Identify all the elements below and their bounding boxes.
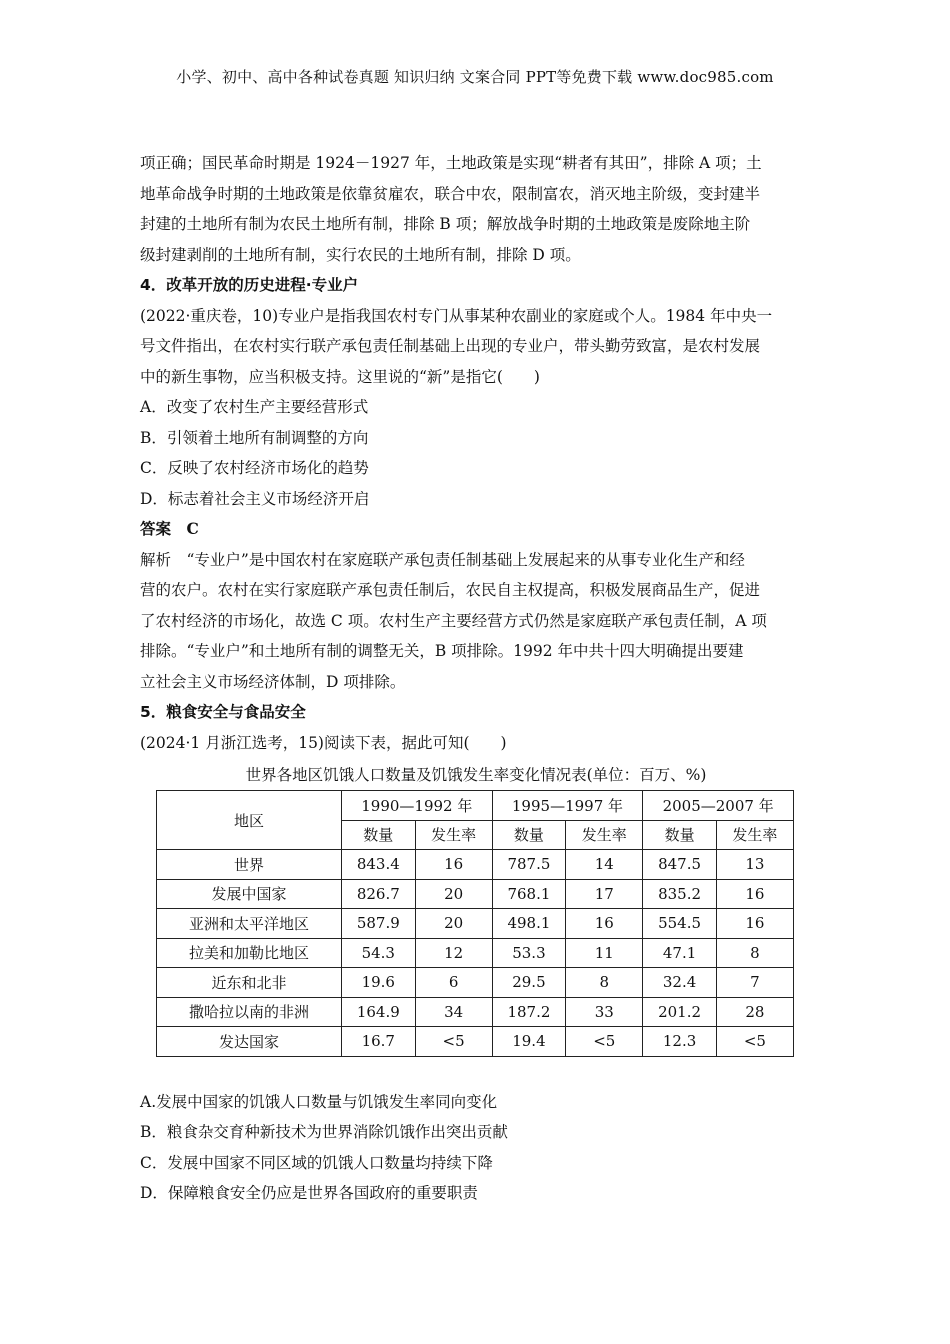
table-cell: 201.2 bbox=[643, 997, 717, 1027]
analysis-line: 排除。“专业户”和土地所有制的调整无关，B 项排除。1992 年中共十四大明确提出要建 bbox=[140, 642, 744, 660]
table-header-cell: 发生率 bbox=[566, 820, 643, 850]
table-cell: 826.7 bbox=[342, 879, 416, 909]
question-4 bbox=[140, 270, 812, 697]
table-header-cell: 数量 bbox=[492, 820, 566, 850]
table-cell: 20 bbox=[415, 909, 492, 939]
table-cell: 787.5 bbox=[492, 850, 566, 880]
table-cell: 19.6 bbox=[342, 968, 416, 998]
table-header-cell: 数量 bbox=[342, 820, 416, 850]
table-cell: 亚洲和太平洋地区 bbox=[157, 909, 342, 939]
table-header-cell: 地区 bbox=[157, 791, 342, 850]
analysis-line: 地革命战争时期的土地政策是依靠贫雇农，联合中农，限制富农，消灭地主阶级，变封建半 bbox=[140, 184, 761, 203]
question-5 bbox=[140, 697, 812, 1209]
table-cell: 世界 bbox=[157, 850, 342, 880]
table-cell: 843.4 bbox=[342, 850, 416, 880]
table-row bbox=[157, 1027, 794, 1057]
question-stem-line: (2022·重庆卷，10)专业户是指我国农村专门从事某种农副业的家庭或个人。1984 年中央一 bbox=[140, 306, 773, 325]
table-cell: 16.7 bbox=[342, 1027, 416, 1057]
question-title: 4．改革开放的历史进程·专业户 bbox=[140, 276, 359, 294]
table-cell: <5 bbox=[415, 1027, 492, 1057]
table-header-cell: 2005—2007 年 bbox=[643, 791, 794, 821]
table-row bbox=[157, 968, 794, 998]
table-cell: 12 bbox=[415, 938, 492, 968]
table-header-cell: 1995—1997 年 bbox=[492, 791, 643, 821]
table-cell: 187.2 bbox=[492, 997, 566, 1027]
table-cell: 17 bbox=[566, 879, 643, 909]
table-cell: 16 bbox=[415, 850, 492, 880]
document-body bbox=[140, 148, 812, 1209]
table-cell: 16 bbox=[566, 909, 643, 939]
option-a: A．改变了农村生产主要经营形式 bbox=[140, 398, 369, 416]
analysis-line: 营的农户。农村在实行家庭联产承包责任制后，农民自主权提高，积极发展商品生产，促进 bbox=[140, 581, 761, 599]
table-row bbox=[157, 909, 794, 939]
table-cell: 554.5 bbox=[643, 909, 717, 939]
table-cell: 撒哈拉以南的非洲 bbox=[157, 997, 342, 1027]
question-title: 5．粮食安全与食品安全 bbox=[140, 703, 306, 721]
table-cell: 53.3 bbox=[492, 938, 566, 968]
table-header-cell: 1990—1992 年 bbox=[342, 791, 493, 821]
table-cell: 13 bbox=[716, 850, 793, 880]
table-cell: 164.9 bbox=[342, 997, 416, 1027]
table-cell: 768.1 bbox=[492, 879, 566, 909]
table-cell: 14 bbox=[566, 850, 643, 880]
table-cell: 47.1 bbox=[643, 938, 717, 968]
table-cell: 7 bbox=[716, 968, 793, 998]
question-5-options bbox=[140, 1087, 812, 1209]
previous-analysis bbox=[140, 148, 812, 270]
option-c: C．反映了农村经济市场化的趋势 bbox=[140, 459, 369, 477]
table-cell: 12.3 bbox=[643, 1027, 717, 1057]
table-header-row bbox=[157, 791, 794, 821]
table-cell: 28 bbox=[716, 997, 793, 1027]
option-d: D．标志着社会主义市场经济开启 bbox=[140, 489, 370, 508]
table-row bbox=[157, 997, 794, 1027]
hunger-table bbox=[156, 790, 794, 1057]
analysis-line: 了农村经济的市场化，故选 C 项。农村生产主要经营方式仍然是家庭联产承包责任制，A 项 bbox=[140, 611, 767, 630]
table-row bbox=[157, 850, 794, 880]
option-d: D．保障粮食安全仍应是世界各国政府的重要职责 bbox=[140, 1184, 478, 1202]
page-header: 小学、初中、高中各种试卷真题 知识归纳 文案合同 PPT等免费下载 www.doc985.com bbox=[176, 68, 774, 86]
table-cell: 拉美和加勒比地区 bbox=[157, 938, 342, 968]
table-cell: 6 bbox=[415, 968, 492, 998]
option-b: B．粮食杂交育种新技术为世界消除饥饿作出突出贡献 bbox=[140, 1123, 508, 1141]
table-cell: 发达国家 bbox=[157, 1027, 342, 1057]
table-cell: 847.5 bbox=[643, 850, 717, 880]
option-a: A.发展中国家的饥饿人口数量与饥饿发生率同向变化 bbox=[140, 1092, 498, 1111]
table-cell: 54.3 bbox=[342, 938, 416, 968]
table-caption: 世界各地区饥饿人口数量及饥饿发生率变化情况表(单位：百万、%) bbox=[245, 766, 707, 784]
table-cell: 11 bbox=[566, 938, 643, 968]
question-stem: (2024·1 月浙江选考，15)阅读下表，据此可知( ) bbox=[140, 733, 507, 752]
analysis-line: 项正确；国民革命时期是 1924－1927 年，土地政策是实现“耕者有其田”，排除 A 项；土 bbox=[140, 154, 762, 172]
analysis-line: 立社会主义市场经济体制，D 项排除。 bbox=[140, 672, 406, 691]
table-cell: 835.2 bbox=[643, 879, 717, 909]
table-cell: 16 bbox=[716, 879, 793, 909]
table-cell: 8 bbox=[716, 938, 793, 968]
analysis-line: 级封建剥削的土地所有制，实行农民的土地所有制，排除 D 项。 bbox=[140, 245, 581, 264]
option-b: B．引领着土地所有制调整的方向 bbox=[140, 428, 369, 447]
analysis-line: 解析 “专业户”是中国农村在家庭联产承包责任制基础上发展起来的从事专业化生产和经 bbox=[140, 550, 745, 569]
table-cell: 33 bbox=[566, 997, 643, 1027]
answer: 答案 C bbox=[140, 519, 199, 538]
question-stem-line: 号文件指出，在农村实行联产承包责任制基础上出现的专业户，带头勤劳致富，是农村发展 bbox=[140, 337, 761, 355]
table-row bbox=[157, 938, 794, 968]
table-cell: 20 bbox=[415, 879, 492, 909]
table-cell: 587.9 bbox=[342, 909, 416, 939]
table-cell: 498.1 bbox=[492, 909, 566, 939]
table-cell: <5 bbox=[716, 1027, 793, 1057]
table-cell: 32.4 bbox=[643, 968, 717, 998]
table-cell: <5 bbox=[566, 1027, 643, 1057]
table-cell: 16 bbox=[716, 909, 793, 939]
question-stem-line: 中的新生事物，应当积极支持。这里说的“新”是指它( ) bbox=[140, 367, 540, 386]
table-cell: 29.5 bbox=[492, 968, 566, 998]
table-header-cell: 发生率 bbox=[716, 820, 793, 850]
table-cell: 发展中国家 bbox=[157, 879, 342, 909]
table-cell: 近东和北非 bbox=[157, 968, 342, 998]
table-cell: 8 bbox=[566, 968, 643, 998]
table-cell: 19.4 bbox=[492, 1027, 566, 1057]
table-row bbox=[157, 879, 794, 909]
analysis-line: 封建的土地所有制为农民土地所有制，排除 B 项；解放战争时期的土地政策是废除地主阶 bbox=[140, 215, 751, 233]
table-header-cell: 数量 bbox=[643, 820, 717, 850]
table-header-cell: 发生率 bbox=[415, 820, 492, 850]
table-cell: 34 bbox=[415, 997, 492, 1027]
option-c: C．发展中国家不同区域的饥饿人口数量均持续下降 bbox=[140, 1153, 493, 1172]
